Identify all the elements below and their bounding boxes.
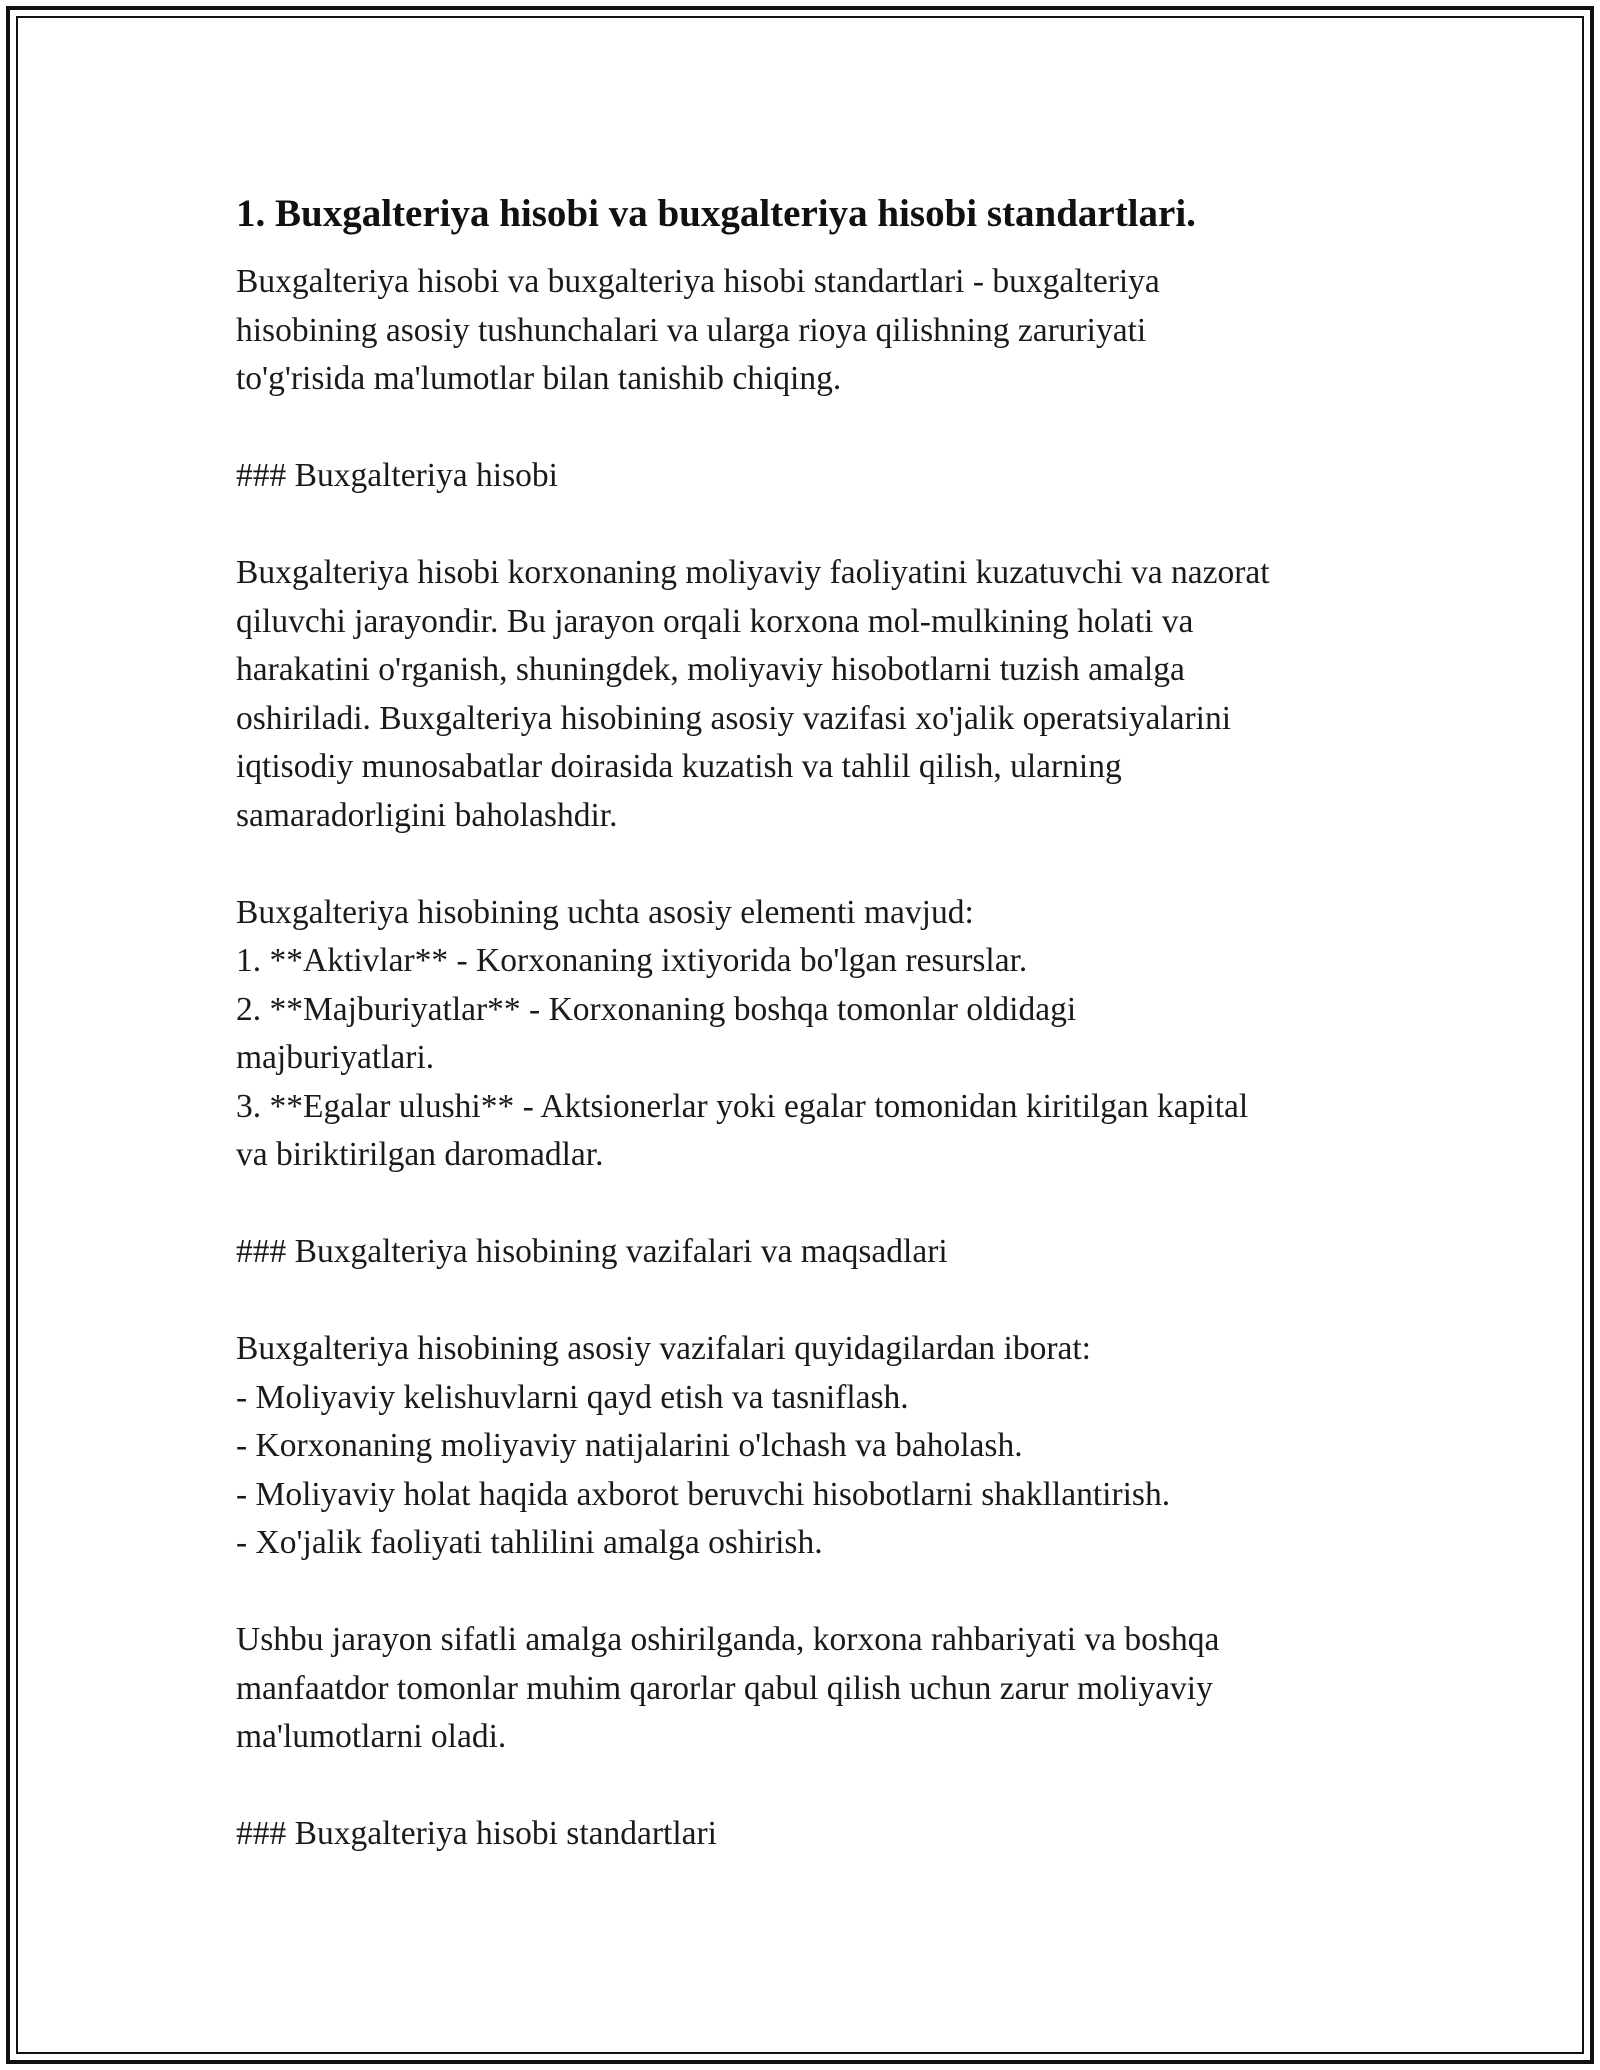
list-item: 1. **Aktivlar** - Korxonaning ixtiyorida bo'lgan resurslar. xyxy=(236,942,1028,979)
list-intro: Buxgalteriya hisobining uchta asosiy elementi mavjud: xyxy=(236,893,974,931)
elements-list xyxy=(236,889,1376,1180)
heading-text: ### Buxgalteriya hisobi standartlari xyxy=(236,1815,717,1852)
list-item: - Xo'jalik faoliyati tahlilini amalga oshirish. xyxy=(236,1524,823,1561)
heading-text: ### Buxgalteriya hisobi xyxy=(236,457,558,494)
document-title: 1. Buxgalteriya hisobi va buxgalteriya hisobi standartlari. xyxy=(236,192,1196,235)
list-item: 2. **Majburiyatlar** - Korxonaning boshqa tomonlar oldidagi xyxy=(236,990,1077,1028)
heading-text: ### Buxgalteriya hisobining vazifalari va maqsadlari xyxy=(236,1233,948,1270)
paragraph-line: Ushbu jarayon sifatli amalga oshirilganda, korxona rahbariyati va boshqa xyxy=(236,1621,1220,1658)
paragraph-line: qiluvchi jarayondir. Bu jarayon orqali korxona mol-mulkining holati va xyxy=(236,602,1194,640)
paragraph-line: to'g'risida ma'lumotlar bilan tanishib chiqing. xyxy=(236,360,842,397)
paragraph-line: samaradorligini baholashdir. xyxy=(236,796,618,834)
section-heading-buxgalteriya-hisobi xyxy=(236,452,1376,501)
paragraph-line: oshiriladi. Buxgalteriya hisobining asosiy vazifasi xo'jalik operatsiyalarini xyxy=(236,699,1232,737)
paragraph-line: Buxgalteriya hisobi korxonaning moliyaviy faoliyatini kuzatuvchi va nazorat xyxy=(236,554,1270,591)
list-item: 3. **Egalar ulushi** - Aktsionerlar yoki egalar tomonidan kiritilgan kapital xyxy=(236,1087,1249,1125)
document-body xyxy=(236,186,1376,1907)
list-item: - Korxonaning moliyaviy natijalarini o'lchash va baholash. xyxy=(236,1427,1023,1464)
paragraph-line: Buxgalteriya hisobi va buxgalteriya hisobi standartlari - buxgalteriya xyxy=(236,263,1160,300)
list-item: - Moliyaviy kelishuvlarni qayd etish va tasniflash. xyxy=(236,1378,909,1416)
list-intro: Buxgalteriya hisobining asosiy vazifalari quyidagilardan iborat: xyxy=(236,1330,1091,1367)
section-heading-standartlari xyxy=(236,1810,1376,1859)
intro-paragraph xyxy=(236,258,1376,404)
paragraph-line: harakatini o'rganish, shuningdek, moliyaviy hisobotlarni tuzish amalga xyxy=(236,651,1185,688)
section-heading-vazifalari xyxy=(236,1228,1376,1277)
conclusion-paragraph xyxy=(236,1616,1376,1762)
paragraph-line: ma'lumotlarni oladi. xyxy=(236,1718,507,1755)
definition-paragraph xyxy=(236,549,1376,840)
tasks-list xyxy=(236,1325,1376,1568)
list-item-continuation: va biriktirilgan daromadlar. xyxy=(236,1136,604,1173)
paragraph-line: manfaatdor tomonlar muhim qarorlar qabul qilish uchun zarur moliyaviy xyxy=(236,1669,1213,1707)
list-item: - Moliyaviy holat haqida axborot beruvchi hisobotlarni shakllantirish. xyxy=(236,1475,1171,1513)
list-item-continuation: majburiyatlari. xyxy=(236,1039,435,1076)
paragraph-line: iqtisodiy munosabatlar doirasida kuzatish va tahlil qilish, ularning xyxy=(236,748,1122,785)
paragraph-line: hisobining asosiy tushunchalari va ularga rioya qilishning zaruriyati xyxy=(236,311,1147,349)
